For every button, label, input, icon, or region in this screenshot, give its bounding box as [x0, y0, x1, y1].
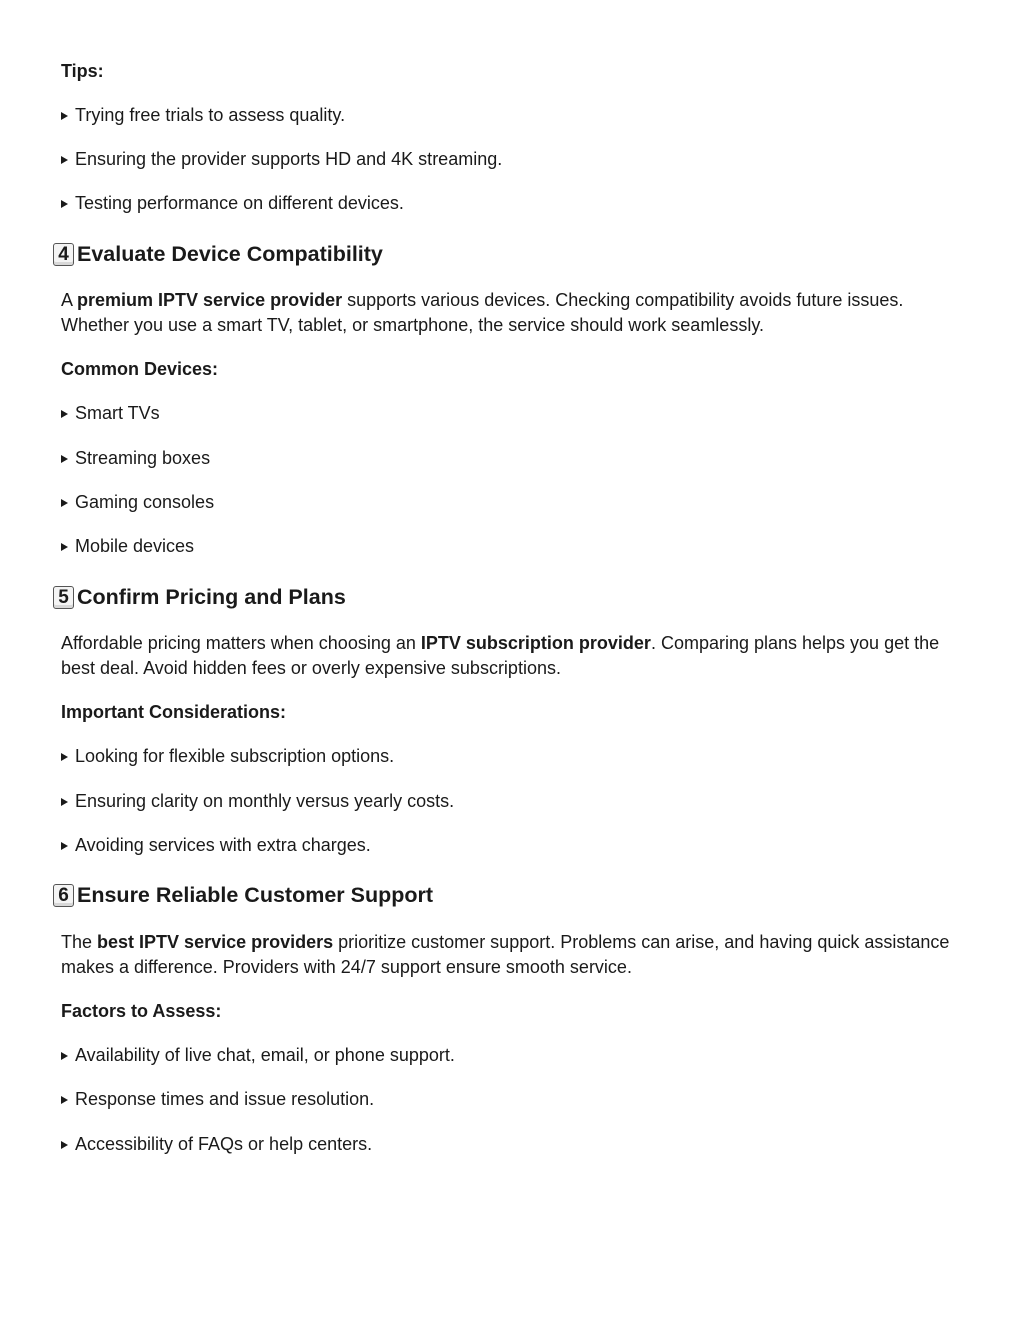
- bullet-triangle-icon: [61, 156, 68, 164]
- section-intro: The best IPTV service providers prioritize customer support. Problems can arise, and having quick assistance makes a difference. Providers with 24/7 support ensure smooth service.: [61, 932, 950, 977]
- list-item: Looking for flexible subscription options.: [61, 744, 966, 769]
- keyword-bold: best IPTV service providers: [97, 932, 334, 952]
- section-heading: [53, 240, 383, 268]
- tips-label: Tips:: [61, 61, 104, 81]
- section-title: Evaluate Device Compatibility: [77, 242, 383, 266]
- list-item: Streaming boxes: [61, 446, 966, 471]
- list-item: Gaming consoles: [61, 490, 966, 515]
- bullet-triangle-icon: [61, 543, 68, 551]
- number-keycap-icon: 6: [53, 884, 74, 907]
- section-title: Confirm Pricing and Plans: [77, 585, 346, 609]
- bullet-triangle-icon: [61, 1096, 68, 1104]
- section-intro: A premium IPTV service provider supports various devices. Checking compatibility avoids future issues. Whether you use a smart TV, tablet, or smartphone, the service should work seamlessly.: [61, 290, 904, 335]
- list-item: Mobile devices: [61, 534, 966, 559]
- bullet-triangle-icon: [61, 410, 68, 418]
- list-item: Accessibility of FAQs or help centers.: [61, 1132, 966, 1157]
- list-item: Smart TVs: [61, 401, 966, 426]
- bullet-triangle-icon: [61, 499, 68, 507]
- list-item: Availability of live chat, email, or phone support.: [61, 1043, 966, 1068]
- bullet-triangle-icon: [61, 112, 68, 120]
- bullet-triangle-icon: [61, 798, 68, 806]
- section-heading: [53, 881, 433, 909]
- list-item: Response times and issue resolution.: [61, 1087, 966, 1112]
- bullet-triangle-icon: [61, 200, 68, 208]
- list-label: Important Considerations:: [61, 702, 287, 722]
- section-intro: Affordable pricing matters when choosing an IPTV subscription provider. Comparing plans helps you get the best deal. Avoid hidden fees or overly expensive subscriptions.: [61, 633, 940, 678]
- list-label: Common Devices:: [61, 359, 219, 379]
- number-keycap-icon: 4: [53, 243, 74, 266]
- list-label: Factors to Assess:: [61, 1001, 222, 1021]
- list-item: Testing performance on different devices.: [61, 191, 966, 216]
- bullet-triangle-icon: [61, 1141, 68, 1149]
- keyword-bold: premium IPTV service provider: [77, 290, 343, 310]
- list-item: Trying free trials to assess quality.: [61, 103, 966, 128]
- list-item: Ensuring clarity on monthly versus yearly costs.: [61, 789, 966, 814]
- number-keycap-icon: 5: [53, 586, 74, 609]
- section-title: Ensure Reliable Customer Support: [77, 883, 434, 907]
- list-item: Avoiding services with extra charges.: [61, 833, 966, 858]
- bullet-triangle-icon: [61, 1052, 68, 1060]
- list-item: Ensuring the provider supports HD and 4K streaming.: [61, 147, 966, 172]
- bullet-triangle-icon: [61, 455, 68, 463]
- section-heading: [53, 583, 346, 611]
- bullet-triangle-icon: [61, 753, 68, 761]
- keyword-bold: IPTV subscription provider: [420, 633, 651, 653]
- bullet-triangle-icon: [61, 842, 68, 850]
